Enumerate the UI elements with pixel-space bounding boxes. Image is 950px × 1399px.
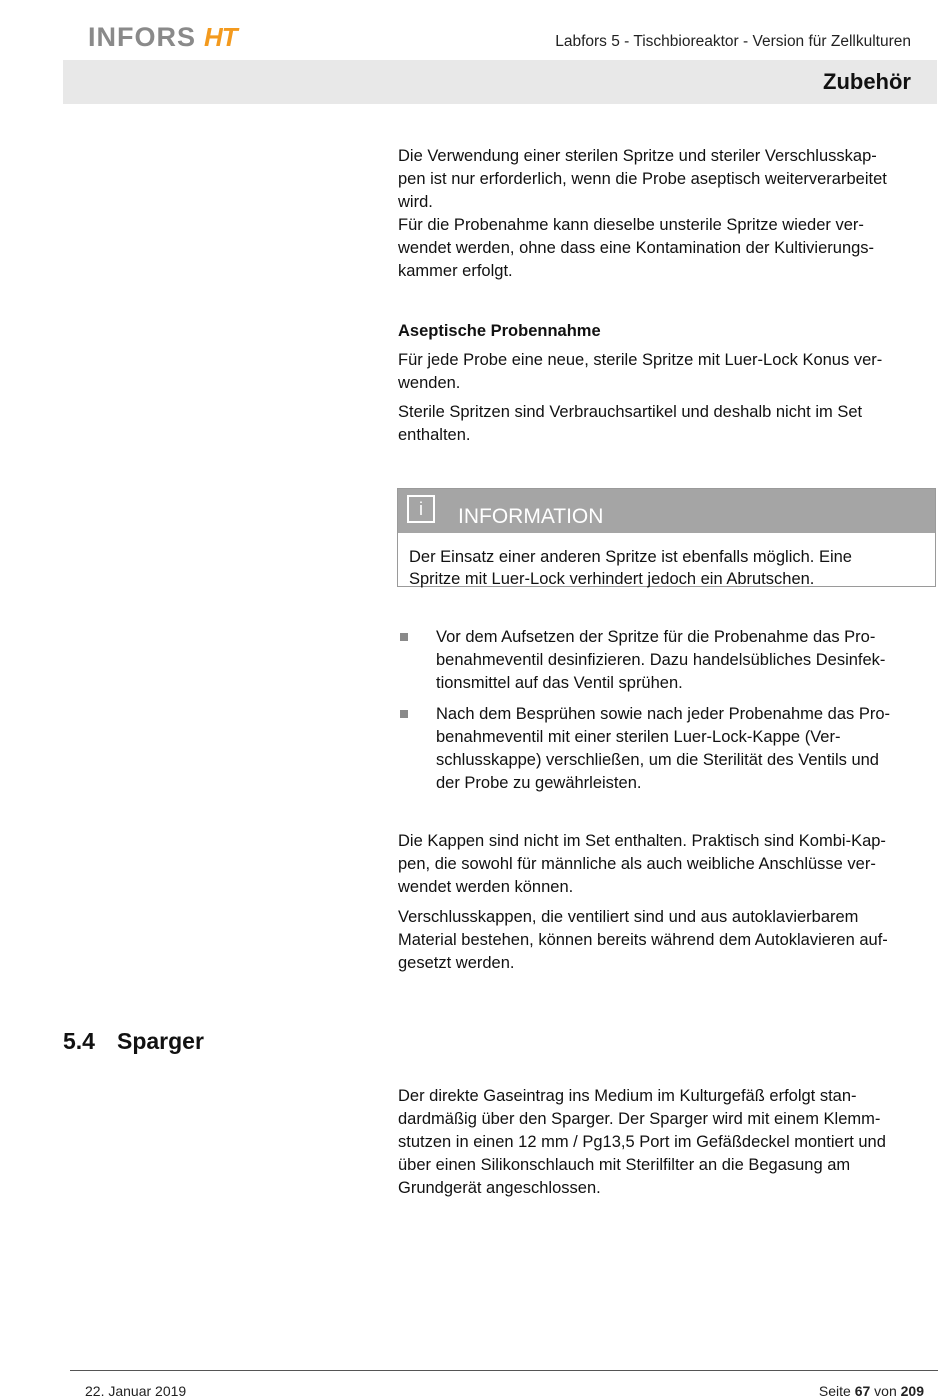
text-line: Verschlusskappen, die ventiliert sind und aus autoklavierbarem: [398, 908, 859, 926]
text-line: tionsmittel auf das Ventil sprühen.: [436, 674, 683, 692]
text-line: enthalten.: [398, 426, 471, 444]
intro-paragraph-2: [398, 214, 938, 283]
info-icon: i: [407, 495, 435, 523]
list-item: [398, 626, 938, 695]
text-line: Nach dem Besprühen sowie nach jeder Probenahme das Pro-: [436, 705, 891, 723]
section-title: Zubehör: [823, 69, 911, 94]
text-line: gesetzt werden.: [398, 954, 515, 972]
text-line: wenden.: [398, 374, 461, 392]
aseptic-paragraph-2: [398, 401, 938, 447]
bullet-square-icon: [400, 633, 408, 641]
aseptic-section: [398, 320, 938, 447]
text-line: Vor dem Aufsetzen der Spritze für die Probenahme das Pro-: [436, 628, 876, 646]
text-line: wendet werden, ohne dass eine Kontamination der Kultivierungs-: [398, 239, 875, 257]
text-line: Grundgerät angeschlossen.: [398, 1179, 601, 1197]
intro-paragraph-1: [398, 145, 938, 214]
bullet-square-icon: [400, 710, 408, 718]
caps-paragraph-2: [398, 906, 938, 975]
information-body: [398, 533, 935, 590]
text-line: Für jede Probe eine neue, sterile Spritze mit Luer-Lock Konus ver-: [398, 351, 883, 369]
page-current: 67: [854, 1383, 871, 1399]
page-prefix: Seite: [818, 1383, 851, 1399]
text-line: benahmeventil desinfizieren. Dazu handelsübliches Desinfek-: [436, 651, 886, 669]
information-header: [398, 489, 935, 533]
intro-text: [398, 145, 938, 283]
text-line: Für die Probenahme kann dieselbe unsterile Spritze wieder ver-: [398, 216, 864, 234]
list-item: [398, 703, 938, 795]
text-line: Der direkte Gaseintrag ins Medium im Kulturgefäß erfolgt stan-: [398, 1087, 857, 1105]
text-line: Die Kappen sind nicht im Set enthalten. Praktisch sind Kombi-Kap-: [398, 832, 886, 850]
text-line: stutzen in einen 12 mm / Pg13,5 Port im Gefäßdeckel montiert und: [398, 1133, 886, 1151]
text-line: der Probe zu gewährleisten.: [436, 774, 642, 792]
company-logo: [88, 22, 237, 53]
sparger-text: [398, 1085, 938, 1200]
text-line: über einen Silikonschlauch mit Sterilfilter an die Begasung am: [398, 1156, 851, 1174]
section-heading-title: Sparger: [117, 1028, 204, 1054]
text-line: Die Verwendung einer sterilen Spritze und steriler Verschlusskap-: [398, 147, 877, 165]
footer-divider: [70, 1370, 938, 1371]
text-line: benahmeventil mit einer sterilen Luer-Lock-Kappe (Ver-: [436, 728, 841, 746]
text-line: schlusskappe) verschließen, um die Sterilität des Ventils und: [436, 751, 879, 769]
section-number: 5.4: [63, 1028, 95, 1054]
text-line: Der Einsatz einer anderen Spritze ist ebenfalls möglich. Eine: [409, 548, 852, 566]
aseptic-subheading: Aseptische Probennahme: [398, 322, 601, 340]
logo-ht-mark: HT: [204, 22, 237, 52]
caps-text: [398, 830, 938, 975]
text-line: Material bestehen, können bereits während dem Autoklavieren auf-: [398, 931, 888, 949]
text-line: dardmäßig über den Sparger. Der Sparger wird mit einem Klemm-: [398, 1110, 881, 1128]
section-header-band: [63, 60, 937, 104]
text-line: pen ist nur erforderlich, wenn die Probe aseptisch weiterverarbeitet: [398, 170, 887, 188]
text-line: kammer erfolgt.: [398, 262, 513, 280]
page-separator: von: [874, 1383, 897, 1399]
logo-text: INFORS: [88, 22, 197, 52]
caps-paragraph-1: [398, 830, 938, 899]
text-line: Spritze mit Luer-Lock verhindert jedoch ein Abrutschen.: [409, 570, 815, 588]
instruction-list: [398, 626, 938, 803]
text-line: pen, die sowohl für männliche als auch weibliche Anschlüsse ver-: [398, 855, 876, 873]
footer-date: 22. Januar 2019: [85, 1383, 187, 1399]
text-line: wendet werden können.: [398, 878, 574, 896]
information-box: [397, 488, 936, 587]
document-title: Labfors 5 - Tischbioreaktor - Version für Zellkulturen: [555, 33, 911, 50]
page-total: 209: [900, 1383, 924, 1399]
sparger-paragraph: [398, 1085, 938, 1200]
section-heading-sparger: [63, 1028, 204, 1055]
information-label: INFORMATION: [458, 505, 604, 528]
text-line: wird.: [398, 193, 433, 211]
text-line: Sterile Spritzen sind Verbrauchsartikel und deshalb nicht im Set: [398, 403, 863, 421]
aseptic-paragraph-1: [398, 349, 938, 395]
